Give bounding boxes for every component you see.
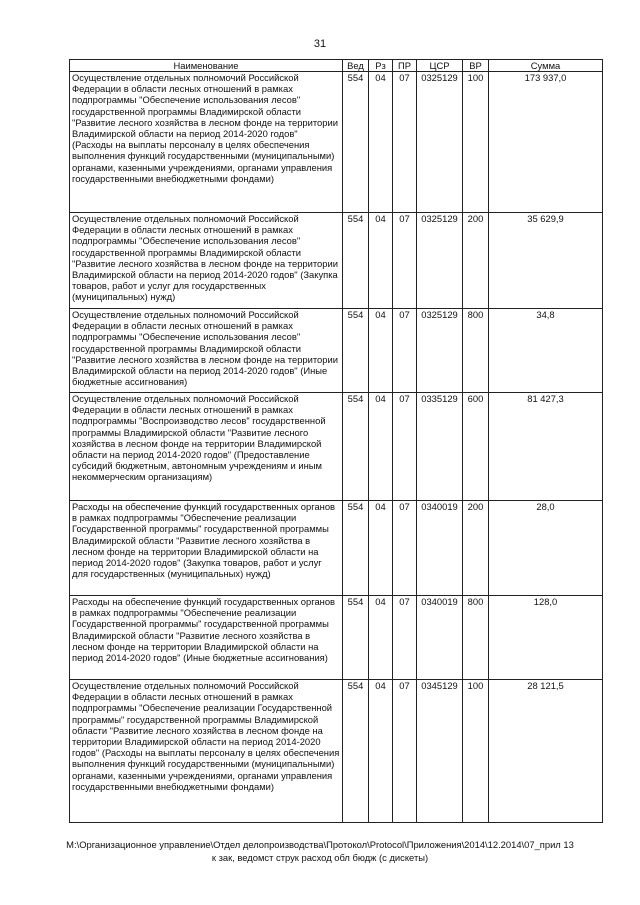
- row-csr: 0325129: [417, 309, 463, 393]
- row-name: Осуществление отдельных полномочий Российской Федерации в области лесных отношений в рамках подпрограммы "Обеспечение использования лесов" государственной программы Владимирской области "Развитие лесного хозяйства в лесном фонде на территории Владимирской области на период 2014-2020 годов" (Закупка товаров, работ и услуг для государственных (муниципальных) нужд): [70, 213, 343, 309]
- row-sum: 28 121,5: [489, 680, 603, 823]
- table-row: [70, 596, 603, 680]
- page-number: 31: [313, 38, 327, 50]
- row-rz: 04: [369, 309, 393, 393]
- row-pr: 07: [393, 680, 417, 823]
- row-pr: 07: [393, 393, 417, 501]
- table-row: [70, 393, 603, 501]
- row-vr: 200: [463, 501, 489, 596]
- table-row: [70, 72, 603, 213]
- row-sum: 28,0: [489, 501, 603, 596]
- row-name: Осуществление отдельных полномочий Российской Федерации в области лесных отношений в рамках подпрограммы "Обеспечение использования лесов" государственной программы Владимирской области "Развитие лесного хозяйства в лесном фонде на территории Владимирской области на период 2014-2020 годов" (Расходы на выплаты персоналу в целях обеспечения выполнения функций государственными (муниципальными) органами, казенными учреждениями, органами управления государственными внебюджетными фондами): [70, 72, 343, 213]
- table-header-row: [70, 60, 603, 72]
- row-vr: 600: [463, 393, 489, 501]
- row-csr: 0340019: [417, 501, 463, 596]
- row-ved: 554: [343, 596, 369, 680]
- row-vr: 200: [463, 213, 489, 309]
- row-name: Осуществление отдельных полномочий Российской Федерации в области лесных отношений в рамках подпрограммы "Обеспечение использования лесов" государственной программы Владимирской области "Развитие лесного хозяйства в лесном фонде на территории Владимирской области на период 2014-2020 годов" (Иные бюджетные ассигнования): [70, 309, 343, 393]
- row-rz: 04: [369, 213, 393, 309]
- header-vr: ВР: [463, 60, 489, 72]
- row-vr: 100: [463, 72, 489, 213]
- row-vr: 800: [463, 309, 489, 393]
- row-rz: 04: [369, 393, 393, 501]
- row-csr: 0325129: [417, 213, 463, 309]
- table-row: [70, 309, 603, 393]
- row-sum: 81 427,3: [489, 393, 603, 501]
- row-rz: 04: [369, 72, 393, 213]
- row-rz: 04: [369, 501, 393, 596]
- row-ved: 554: [343, 309, 369, 393]
- row-name: Расходы на обеспечение функций государственных органов в рамках подпрограммы "Обеспечение реализации Государственной программы" государственной программы Владимирской области "Развитие лесного хозяйства в лесном фонде на территории Владимирской области на период 2014-2020 годов" (Закупка товаров, работ и услуг для государственных (муниципальных) нужд): [70, 501, 343, 596]
- header-sum: Сумма: [489, 60, 603, 72]
- row-rz: 04: [369, 596, 393, 680]
- row-name: Расходы на обеспечение функций государственных органов в рамках подпрограммы "Обеспечение реализации Государственной программы" государственной программы Владимирской области "Развитие лесного хозяйства в лесном фонде на территории Владимирской области на период 2014-2020 годов" (Иные бюджетные ассигнования): [70, 596, 343, 680]
- row-csr: 0325129: [417, 72, 463, 213]
- row-pr: 07: [393, 596, 417, 680]
- header-rz: Рз: [369, 60, 393, 72]
- row-ved: 554: [343, 393, 369, 501]
- row-csr: 0345129: [417, 680, 463, 823]
- table-row: [70, 213, 603, 309]
- row-pr: 07: [393, 501, 417, 596]
- row-csr: 0335129: [417, 393, 463, 501]
- row-ved: 554: [343, 213, 369, 309]
- footer-line-2: к зак, ведомст струк расход обл бюдж (с дискеты): [211, 852, 429, 863]
- row-ved: 554: [343, 72, 369, 213]
- row-ved: 554: [343, 501, 369, 596]
- header-csr: ЦСР: [417, 60, 463, 72]
- row-pr: 07: [393, 72, 417, 213]
- row-rz: 04: [369, 680, 393, 823]
- budget-table: [69, 59, 603, 823]
- row-sum: 35 629,9: [489, 213, 603, 309]
- row-vr: 100: [463, 680, 489, 823]
- row-sum: 173 937,0: [489, 72, 603, 213]
- row-pr: 07: [393, 309, 417, 393]
- table-row: [70, 680, 603, 823]
- row-csr: 0340019: [417, 596, 463, 680]
- header-pr: ПР: [393, 60, 417, 72]
- footer-line-1: M:\Организационное управление\Отдел делопроизводства\Протокол\Protocol\Приложения\2014\12.2014\07_прил 13: [66, 839, 574, 850]
- row-name: Осуществление отдельных полномочий Российской Федерации в области лесных отношений в рамках подпрограммы "Воспроизводство лесов" государственной программы Владимирской области "Развитие лесного хозяйства в лесном фонде на территории Владимирской области на период 2014-2020 годов" (Предоставление субсидий бюджетным, автономным учреждениям и иным некоммерческим организациям): [70, 393, 343, 501]
- row-ved: 554: [343, 680, 369, 823]
- file-path-footer: [40, 838, 600, 864]
- header-name: Наименование: [70, 60, 343, 72]
- header-ved: Вед: [343, 60, 369, 72]
- row-name: Осуществление отдельных полномочий Российской Федерации в области лесных отношений в рамках подпрограммы "Обеспечение реализации Государственной программы" государственной программы Владимирской области "Развитие лесного хозяйства в лесном фонде на территории Владимирской области на период 2014-2020 годов" (Расходы на выплаты персоналу в целях обеспечения выполнения функций государственными (муниципальными) органами, казенными учреждениями, органами управления государственными внебюджетными фондами): [70, 680, 343, 823]
- row-pr: 07: [393, 213, 417, 309]
- row-sum: 34,8: [489, 309, 603, 393]
- table-row: [70, 501, 603, 596]
- row-vr: 800: [463, 596, 489, 680]
- row-sum: 128,0: [489, 596, 603, 680]
